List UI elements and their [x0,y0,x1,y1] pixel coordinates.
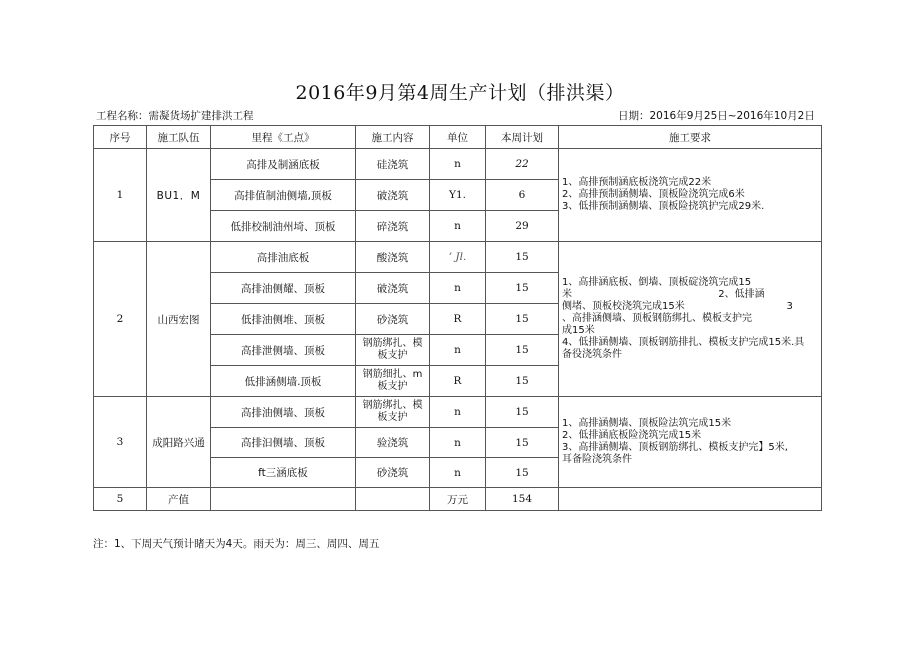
unit-cell: R [430,304,486,335]
table-row [94,149,822,180]
plan-cell: 15 [486,273,559,304]
unit-cell: ’ Jl. [430,242,486,273]
mileage-cell: 高排油侧墙、顶板 [211,397,356,428]
unit-cell: n [430,149,486,180]
unit-cell: n [430,458,486,488]
mileage-cell: 高排泄侧墙、顶板 [211,335,356,366]
requirement-line: 、高排涵侧墙、顶板钢筋绑扎、模板支护完 [562,313,752,324]
requirement-line: 3、低排预制涵侧墙、顶板险挠筑护完成29米. [562,201,765,212]
requirement-line: 1、高排涵底板、倒墙、顶板碇浇筑完成15 [562,277,752,288]
plan-cell: 6 [486,180,559,211]
plan-cell: 15 [486,397,559,428]
output-value-row [94,488,822,511]
unit-cell: R [430,366,486,397]
output-empty-cell [211,488,356,511]
group-number: 2 [94,242,147,397]
output-value: 154 [486,488,559,511]
plan-cell: 29 [486,211,559,242]
group-number: 1 [94,149,147,242]
plan-cell: 15 [486,458,559,488]
requirement-line: 3、高排涵侧墙、顶板钢筋绑扎、模板支护完】5米, [562,442,788,453]
header-requirements: 施工要求 [559,126,822,149]
requirements-cell [559,242,822,397]
requirement-line: 4、低排涵侧墙、顶板钢筋排扎、模板支护完成15米.具 [562,337,805,348]
mileage-cell: 低排涵侧墙.顶板 [211,366,356,397]
team-name: BU1．M [147,149,211,242]
output-number: 5 [94,488,147,511]
requirements-cell [559,397,822,488]
requirement-line: 侧堵、顶板校浇筑完成15米 3 [562,301,793,312]
content-cell: 砂浇筑 [356,304,430,335]
weather-note: 注：1、下周天气预计睹天为4天。雨天为：周三、周四、周五 [93,538,380,550]
mileage-cell: 高排油底板 [211,242,356,273]
requirement-line: 米 2、低排涵 [562,289,765,300]
content-cell: 酸浇筑 [356,242,430,273]
unit-cell: Y1. [430,180,486,211]
unit-cell: n [430,273,486,304]
content-cell: 钢筋细扎、m板支护 [356,366,430,397]
content-cell: 破浇筑 [356,180,430,211]
requirements-cell [559,149,822,242]
output-unit: 万元 [430,488,486,511]
unit-cell: n [430,428,486,458]
date-range: 日期：2016年9月25日~2016年10月2日 [618,110,815,122]
plan-cell: 15 [486,366,559,397]
output-label: 产值 [147,488,211,511]
mileage-cell: 低排油侧堆、顶板 [211,304,356,335]
header-content: 施工内容 [356,126,430,149]
plan-cell: 15 [486,304,559,335]
requirement-line: 耳备险浇筑条件 [562,454,632,465]
requirement-line: 备役浇筑条件 [562,349,622,360]
team-name: 成阳路兴通 [147,397,211,488]
plan-cell: 15 [486,428,559,458]
requirement-line: 2、低排涵底板险浇筑完成15米 [562,430,702,441]
header-plan: 本周计划 [486,126,559,149]
mileage-cell: 低排校制油州埼、顶板 [211,211,356,242]
header-no: 序号 [94,126,147,149]
unit-cell: n [430,397,486,428]
production-plan-table [93,125,822,511]
mileage-cell: 高排汩侧墙、顶板 [211,428,356,458]
content-cell: 硅浇筑 [356,149,430,180]
plan-cell: 22 [486,149,559,180]
plan-cell: 15 [486,242,559,273]
plan-cell: 15 [486,335,559,366]
requirement-line: 2、高排预制涵侧墙、顶板险浇筑完成6米 [562,189,745,200]
requirement-line: 1、高排涵侧墙、顶板险法筑完成15米 [562,418,732,429]
content-cell: 破浇筑 [356,273,430,304]
requirement-line: 1、高排预制涵底板浇筑完成22米 [562,177,712,188]
header-team: 施工队伍 [147,126,211,149]
mileage-cell: 高排值制油侧墙,顶板 [211,180,356,211]
content-cell: 钢筋绑扎、模板支护 [356,335,430,366]
requirement-line: 成15米 [562,325,595,336]
content-cell: 碎浇筑 [356,211,430,242]
header-mileage: 里程《工点》 [211,126,356,149]
output-empty-cell [356,488,430,511]
group-number: 3 [94,397,147,488]
mileage-cell: 高排及制涵底板 [211,149,356,180]
document-title: 2016年9月第4周生产计划（排洪渠） [295,82,625,104]
output-empty-cell [559,488,822,511]
unit-cell: n [430,335,486,366]
team-name: 山西宏图 [147,242,211,397]
mileage-cell: 高排油侧耀、顶板 [211,273,356,304]
table-row [94,397,822,428]
content-cell: 钢筋绑扎、模板支护 [356,397,430,428]
header-row [94,126,822,149]
unit-cell: n [430,211,486,242]
mileage-cell: ft三涵底板 [211,458,356,488]
table-row [94,242,822,273]
content-cell: 砂浇筑 [356,458,430,488]
project-name: 工程名称：需凝货场扩建排洪工程 [96,110,254,122]
content-cell: 验浇筑 [356,428,430,458]
header-unit: 单位 [430,126,486,149]
